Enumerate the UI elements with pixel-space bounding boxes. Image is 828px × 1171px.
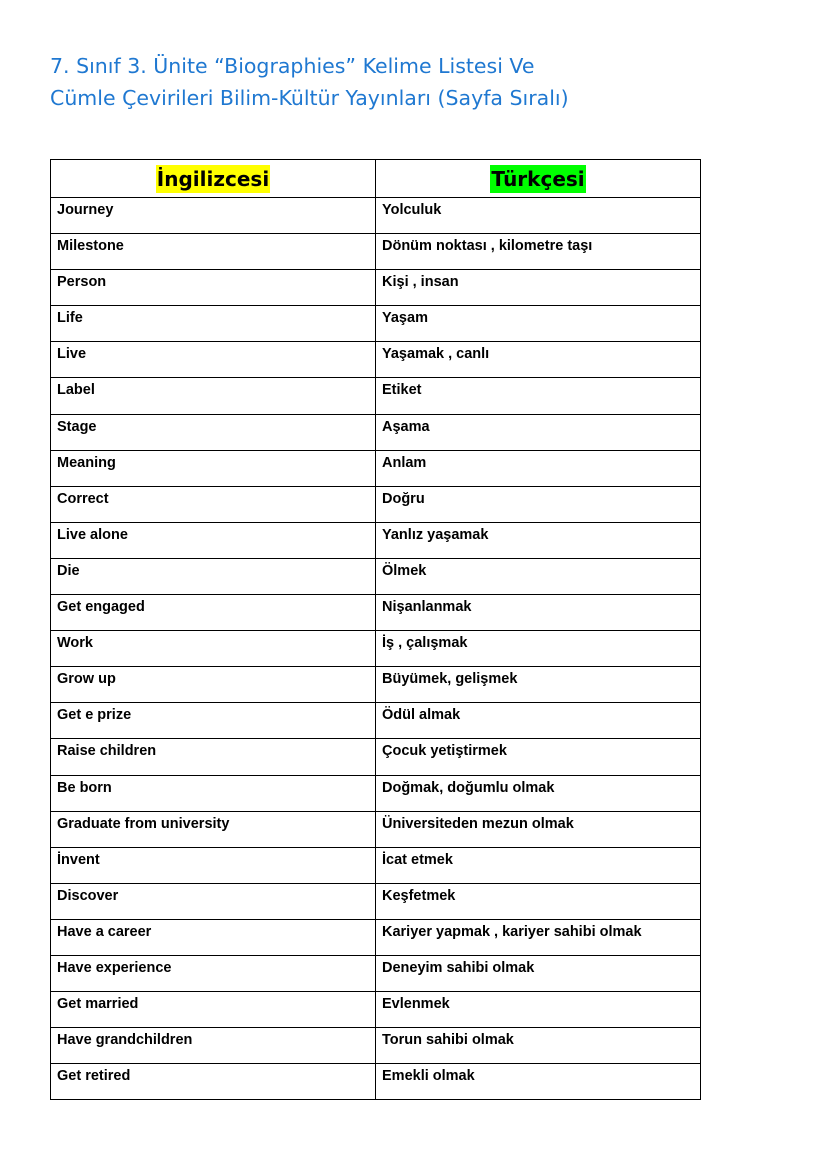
turkish-translation-cell: Keşfetmek	[376, 883, 701, 919]
table-row	[51, 486, 701, 522]
english-word-cell: Work	[51, 631, 376, 667]
english-word-cell: Live	[51, 342, 376, 378]
table-row	[51, 414, 701, 450]
table-row	[51, 919, 701, 955]
turkish-translation-cell: Ölmek	[376, 558, 701, 594]
table-row	[51, 306, 701, 342]
turkish-translation-cell: Yaşam	[376, 306, 701, 342]
turkish-translation-cell: Nişanlanmak	[376, 595, 701, 631]
english-word-cell: Label	[51, 378, 376, 414]
english-word-cell: Have a career	[51, 919, 376, 955]
turkish-translation-cell: Ödül almak	[376, 703, 701, 739]
table-row	[51, 847, 701, 883]
english-word-cell: Be born	[51, 775, 376, 811]
header-english	[51, 160, 376, 198]
table-row	[51, 595, 701, 631]
turkish-translation-cell: Büyümek, gelişmek	[376, 667, 701, 703]
table-row	[51, 558, 701, 594]
page-title-line-2: Cümle Çevirileri Bilim-Kültür Yayınları (Sayfa Sıralı)	[50, 86, 569, 110]
english-word-cell: Stage	[51, 414, 376, 450]
english-word-cell: Milestone	[51, 234, 376, 270]
turkish-translation-cell: Üniversiteden mezun olmak	[376, 811, 701, 847]
turkish-translation-cell: Kariyer yapmak , kariyer sahibi olmak	[376, 919, 701, 955]
turkish-translation-cell: Emekli olmak	[376, 1064, 701, 1100]
table-row	[51, 342, 701, 378]
turkish-translation-cell: Evlenmek	[376, 992, 701, 1028]
turkish-translation-cell: Doğmak, doğumlu olmak	[376, 775, 701, 811]
table-row	[51, 450, 701, 486]
table-row	[51, 811, 701, 847]
table-row	[51, 667, 701, 703]
english-word-cell: Raise children	[51, 739, 376, 775]
english-word-cell: Life	[51, 306, 376, 342]
english-word-cell: İnvent	[51, 847, 376, 883]
page-title	[50, 50, 750, 114]
turkish-translation-cell: Anlam	[376, 450, 701, 486]
table-row	[51, 1028, 701, 1064]
turkish-translation-cell: Çocuk yetiştirmek	[376, 739, 701, 775]
english-word-cell: Get retired	[51, 1064, 376, 1100]
turkish-translation-cell: Dönüm noktası , kilometre taşı	[376, 234, 701, 270]
table-header-row	[51, 160, 701, 198]
english-word-cell: Correct	[51, 486, 376, 522]
header-turkish-label: Türkçesi	[491, 166, 585, 191]
english-word-cell: Meaning	[51, 450, 376, 486]
turkish-translation-cell: Deneyim sahibi olmak	[376, 955, 701, 991]
table-row	[51, 703, 701, 739]
header-english-label: İngilizcesi	[156, 166, 270, 191]
english-word-cell: Live alone	[51, 522, 376, 558]
turkish-translation-cell: İş , çalışmak	[376, 631, 701, 667]
english-word-cell: Person	[51, 270, 376, 306]
turkish-translation-cell: Etiket	[376, 378, 701, 414]
table-row	[51, 955, 701, 991]
english-word-cell: Journey	[51, 198, 376, 234]
header-turkish	[376, 160, 701, 198]
table-row	[51, 198, 701, 234]
table-row	[51, 883, 701, 919]
turkish-translation-cell: İcat etmek	[376, 847, 701, 883]
english-word-cell: Have grandchildren	[51, 1028, 376, 1064]
table-row	[51, 378, 701, 414]
turkish-translation-cell: Torun sahibi olmak	[376, 1028, 701, 1064]
table-row	[51, 1064, 701, 1100]
vocabulary-table	[50, 159, 701, 1100]
turkish-translation-cell: Aşama	[376, 414, 701, 450]
turkish-translation-cell: Yaşamak , canlı	[376, 342, 701, 378]
english-word-cell: Graduate from university	[51, 811, 376, 847]
table-row	[51, 234, 701, 270]
table-row	[51, 739, 701, 775]
vocabulary-table-body	[51, 198, 701, 1100]
table-row	[51, 522, 701, 558]
english-word-cell: Die	[51, 558, 376, 594]
table-row	[51, 270, 701, 306]
table-row	[51, 992, 701, 1028]
turkish-translation-cell: Yanlız yaşamak	[376, 522, 701, 558]
turkish-translation-cell: Yolculuk	[376, 198, 701, 234]
turkish-translation-cell: Kişi , insan	[376, 270, 701, 306]
english-word-cell: Discover	[51, 883, 376, 919]
english-word-cell: Get married	[51, 992, 376, 1028]
english-word-cell: Get e prize	[51, 703, 376, 739]
page-title-line-1: 7. Sınıf 3. Ünite “Biographies” Kelime Listesi Ve	[50, 54, 535, 78]
english-word-cell: Grow up	[51, 667, 376, 703]
english-word-cell: Get engaged	[51, 595, 376, 631]
table-row	[51, 631, 701, 667]
turkish-translation-cell: Doğru	[376, 486, 701, 522]
table-row	[51, 775, 701, 811]
english-word-cell: Have experience	[51, 955, 376, 991]
